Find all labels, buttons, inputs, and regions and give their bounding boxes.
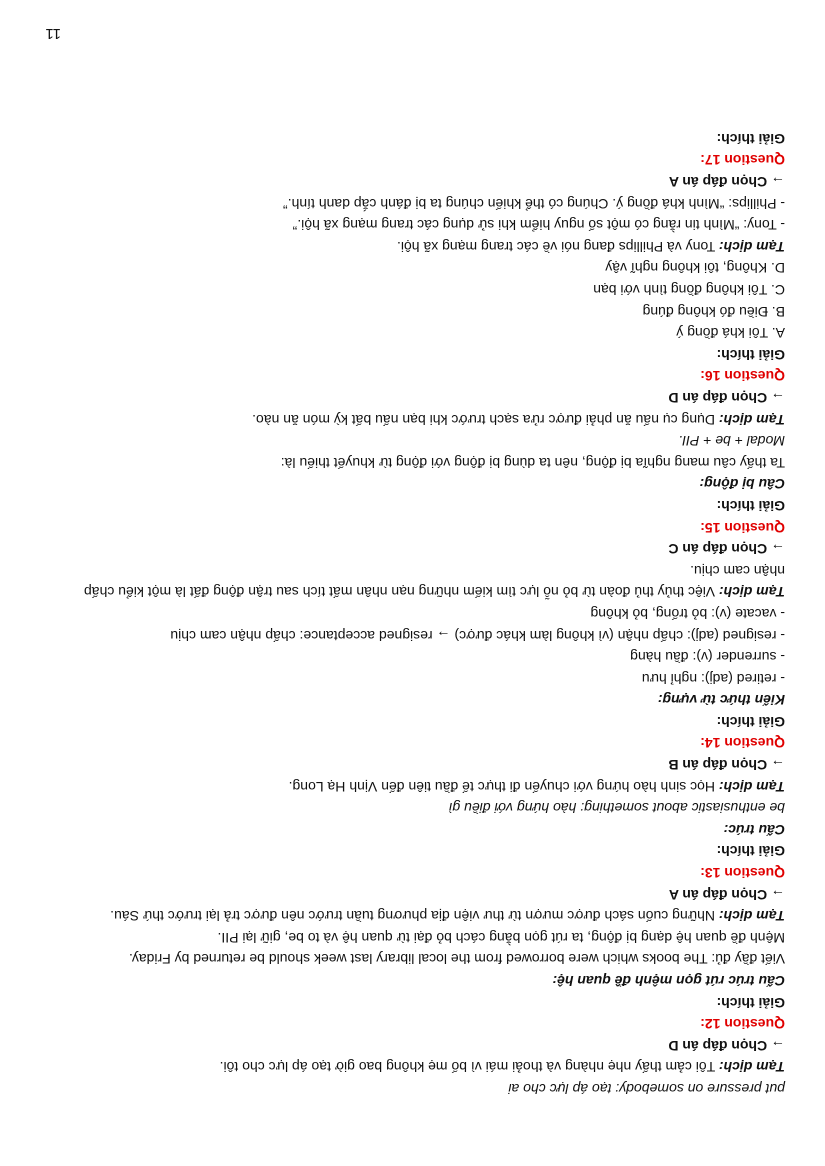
translation-text: Học sinh hào hứng với chuyến đi thực tế đầu tiên đến Vịnh Hạ Long. xyxy=(288,778,719,795)
translation-text: Việc thủy thủ đoàn từ bỏ nỗ lực tìm kiếm những nạn nhân mất tích sau trận động đất là một kiểu chấp nhận cam chịu. xyxy=(83,562,785,601)
translation-label: Tạm dịch: xyxy=(718,908,785,925)
text-line: Mệnh đề quan hệ dạng bị động, ta rút gọn bằng cách bỏ đại từ quan hệ và to be, giữ lại PII. xyxy=(217,929,785,946)
italic-line: be enthusiastic about something: hào hứng với điều gì xyxy=(448,800,785,817)
translation-text: Tôi cảm thấy nhẹ nhàng và thoải mái vì bố mẹ không bao giờ tạo áp lực cho tôi. xyxy=(219,1059,719,1076)
translation-line xyxy=(53,905,785,927)
text-line: - Phillips: “Mình khá đồng ý. Chúng có thể khiến chúng ta bị đánh cắp danh tính.” xyxy=(283,195,785,212)
translation-line xyxy=(53,775,785,797)
bold-line: Giải thích: xyxy=(716,346,785,363)
translation-label: Tạm dịch: xyxy=(718,778,785,795)
bold-line: → Chọn đáp án D xyxy=(668,390,785,406)
translation-label: Tạm dịch: xyxy=(718,1059,785,1076)
italic-line: put pressure on somebody: tạo áp lực cho ai xyxy=(508,1081,785,1097)
section-heading: Cấu trúc: xyxy=(723,821,785,838)
section-heading: Kiến thức từ vựng: xyxy=(657,692,785,709)
translation-text: Dụng cụ nấu ăn phải được rửa sạch trước khi bạn nấu bất kỳ món ăn nào. xyxy=(252,411,719,428)
text-line: - surrender (v): đầu hàng xyxy=(630,649,785,666)
translation-line xyxy=(53,408,785,430)
bold-line: → Chọn đáp án A xyxy=(668,886,785,903)
bold-line: → Chọn đáp án A xyxy=(668,174,785,191)
bold-line: Giải thích: xyxy=(716,130,785,147)
text-line: C. Tôi không đồng tình với bạn xyxy=(593,282,785,299)
text-line: B. Điều đó không đúng xyxy=(642,303,785,320)
text-line: - Tony: “Mình tin rằng có một số nguy hiểm khi sử dụng các trang mạng xã hội.” xyxy=(292,217,785,234)
question-heading: Question 16: xyxy=(700,368,785,385)
italic-line: Modal + be + PII. xyxy=(678,433,785,450)
text-line: A. Tôi khá đồng ý xyxy=(676,325,785,342)
text-line: - vacate (v): bỏ trống, bỏ không xyxy=(590,605,785,622)
bold-line: → Chọn đáp án D xyxy=(668,1037,785,1054)
text-line: Ta thấy câu mang nghĩa bị động, nên ta dùng bị động với động từ khuyết thiếu là: xyxy=(280,454,785,471)
bold-line: → Chọn đáp án C xyxy=(668,541,785,558)
translation-text: Những cuốn sách được mượn từ thư viện địa phương tuần trước nên được trả lại trước thứ Sáu. xyxy=(110,908,719,925)
text-line: - retired (adj): nghỉ hưu xyxy=(641,670,785,687)
translation-label: Tạm dịch: xyxy=(718,238,785,255)
text-line: - resigned (adj): chấp nhận (vì không làm khác được) → resigned acceptance: chấp nhận cam chịu xyxy=(170,627,785,644)
bold-line: Giải thích: xyxy=(716,843,785,860)
answer-explanations xyxy=(53,127,785,1099)
question-heading: Question 15: xyxy=(700,519,785,536)
translation-line xyxy=(53,1056,785,1078)
question-heading: Question 14: xyxy=(700,735,785,752)
bold-line: → Chọn đáp án B xyxy=(668,757,785,774)
section-heading: Cấu trúc rút gọn mệnh đề quan hệ: xyxy=(552,973,785,990)
translation-line xyxy=(53,559,785,602)
bold-line: Giải thích: xyxy=(716,713,785,730)
bold-line: Giải thích: xyxy=(716,994,785,1011)
translation-text: Tony và Phillips đang nói về các trang mạng xã hội. xyxy=(396,238,719,255)
page-number: 11 xyxy=(45,25,61,42)
translation-line xyxy=(53,235,785,257)
section-heading: Câu bị động: xyxy=(699,476,785,493)
question-heading: Question 17: xyxy=(700,152,785,169)
question-heading: Question 12: xyxy=(700,1016,785,1033)
text-line: D. Không, tôi không nghĩ vậy xyxy=(605,260,785,277)
translation-label: Tạm dịch: xyxy=(718,411,785,428)
translation-label: Tạm dịch: xyxy=(718,584,785,601)
bold-line: Giải thích: xyxy=(716,497,785,514)
text-line: Viết đầy đủ: The books which were borrowed from the local library last week should be returned by Friday. xyxy=(129,951,785,968)
question-heading: Question 13: xyxy=(700,865,785,882)
